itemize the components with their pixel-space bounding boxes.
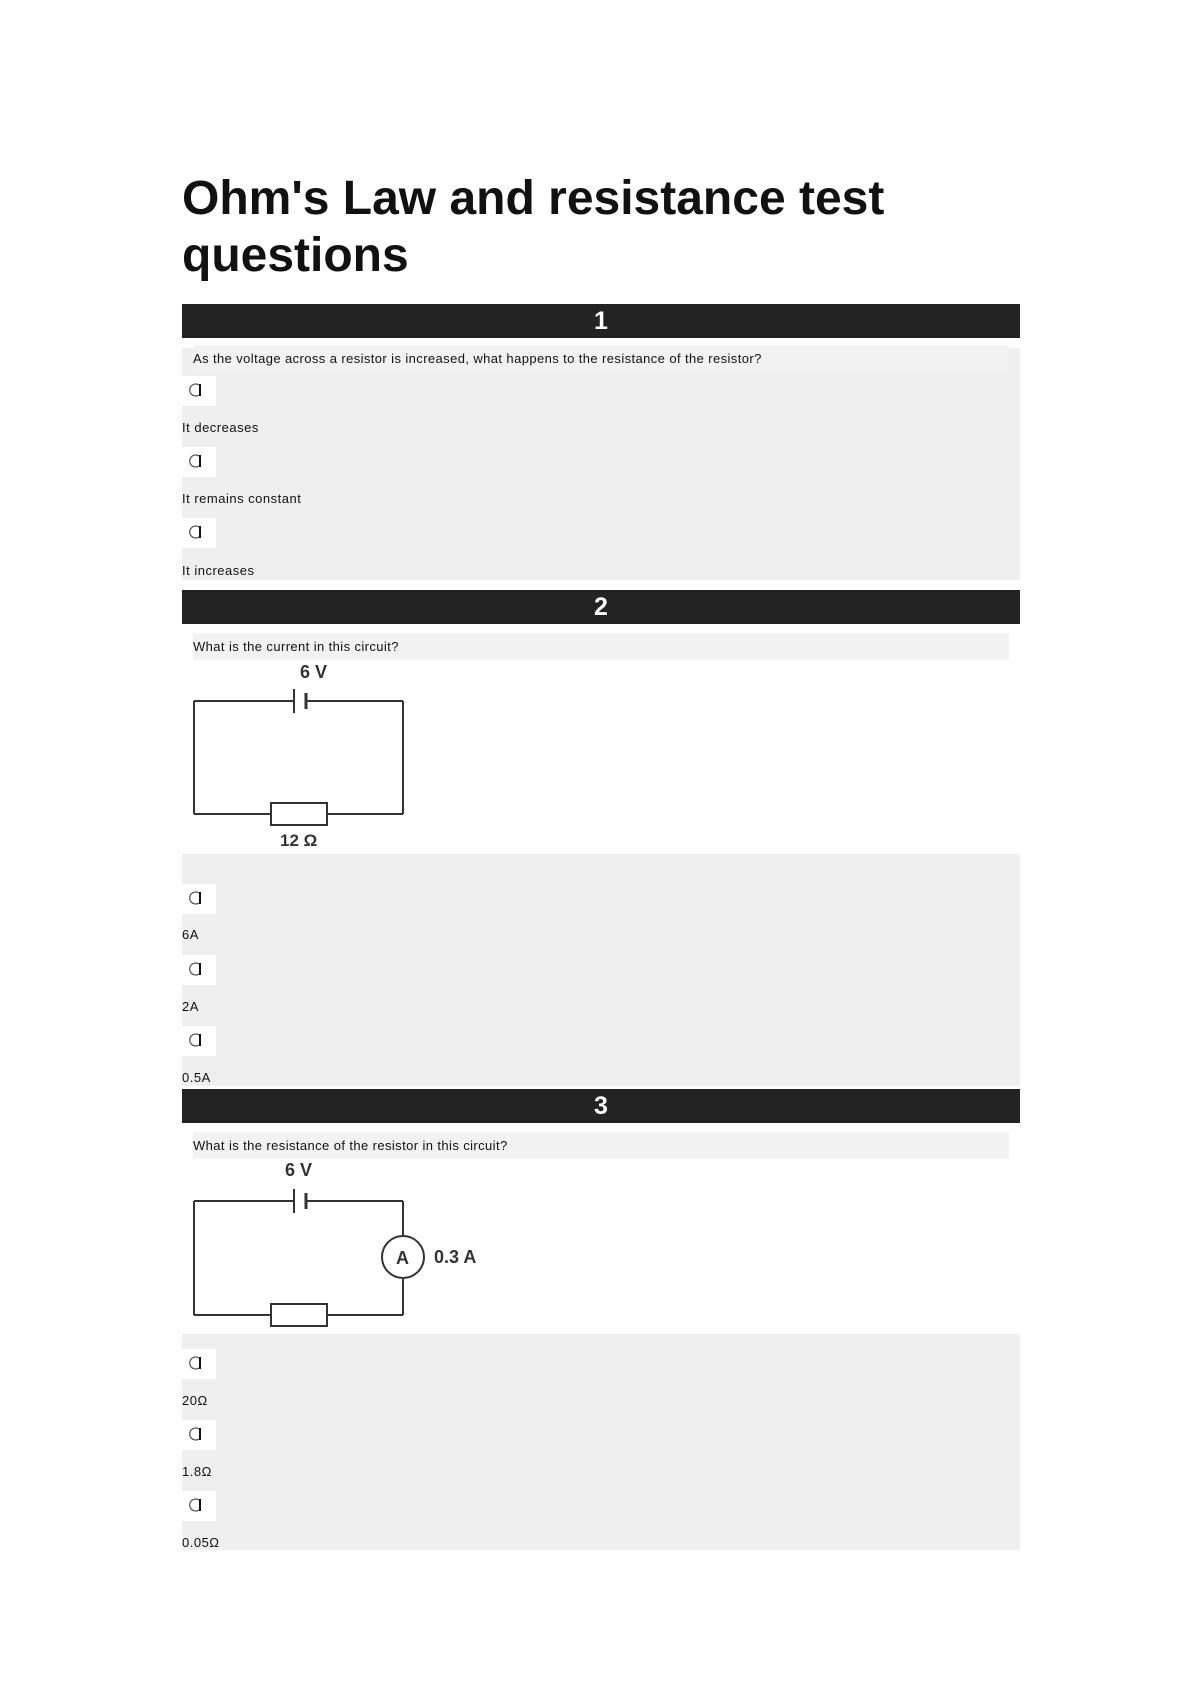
radio-button-icon bbox=[188, 1356, 202, 1370]
question-2-panel bbox=[182, 854, 1020, 1086]
question-1-panel bbox=[182, 348, 1020, 580]
option-3b-radio[interactable] bbox=[182, 1420, 216, 1450]
option-1b-radio[interactable] bbox=[182, 447, 216, 477]
resistor-value-label: 12 Ω bbox=[280, 831, 318, 850]
option-3c-radio[interactable] bbox=[182, 1491, 216, 1521]
radio-button-icon bbox=[188, 962, 202, 976]
radio-button-icon bbox=[188, 891, 202, 905]
page-title: Ohm's Law and resistance test questions bbox=[182, 172, 885, 282]
radio-button-icon bbox=[188, 383, 202, 397]
option-1a-radio[interactable] bbox=[182, 376, 216, 406]
radio-button-icon bbox=[188, 1033, 202, 1047]
option-3a-radio[interactable] bbox=[182, 1349, 216, 1379]
question-2-header: 2 bbox=[182, 590, 1020, 624]
resistor bbox=[271, 1304, 327, 1326]
battery-voltage-label: 6 V bbox=[300, 662, 328, 682]
option-3a-label: 20Ω bbox=[182, 1393, 208, 1408]
circuit-diagram-2 bbox=[182, 1155, 502, 1331]
option-2c-radio[interactable] bbox=[182, 1026, 216, 1056]
circuit-diagram-1 bbox=[182, 656, 422, 850]
radio-button-icon bbox=[188, 1498, 202, 1512]
battery-voltage-label: 6 V bbox=[285, 1160, 313, 1180]
option-1c-radio[interactable] bbox=[182, 518, 216, 548]
option-2b-radio[interactable] bbox=[182, 955, 216, 985]
option-1c-label: It increases bbox=[182, 563, 255, 578]
radio-button-icon bbox=[188, 1427, 202, 1441]
option-1a-label: It decreases bbox=[182, 420, 259, 435]
question-3-panel bbox=[182, 1334, 1020, 1550]
option-3c-label: 0.05Ω bbox=[182, 1535, 220, 1550]
radio-button-icon bbox=[188, 454, 202, 468]
question-2-text: What is the current in this circuit? bbox=[193, 633, 1009, 660]
question-3-header: 3 bbox=[182, 1089, 1020, 1123]
option-2a-radio[interactable] bbox=[182, 884, 216, 914]
radio-button-icon bbox=[188, 525, 202, 539]
resistor bbox=[271, 803, 327, 825]
question-3-text: What is the resistance of the resistor in this circuit? bbox=[193, 1132, 1009, 1159]
option-3b-label: 1.8Ω bbox=[182, 1464, 212, 1479]
option-2b-label: 2A bbox=[182, 999, 199, 1014]
ammeter-symbol: A bbox=[396, 1248, 409, 1268]
option-2c-label: 0.5A bbox=[182, 1070, 211, 1085]
option-1b-label: It remains constant bbox=[182, 491, 302, 506]
question-1-header: 1 bbox=[182, 304, 1020, 338]
ammeter-reading-label: 0.3 A bbox=[434, 1247, 477, 1267]
option-2a-label: 6A bbox=[182, 927, 199, 942]
question-1-text: As the voltage across a resistor is increased, what happens to the resistance of the resistor? bbox=[193, 345, 1009, 372]
